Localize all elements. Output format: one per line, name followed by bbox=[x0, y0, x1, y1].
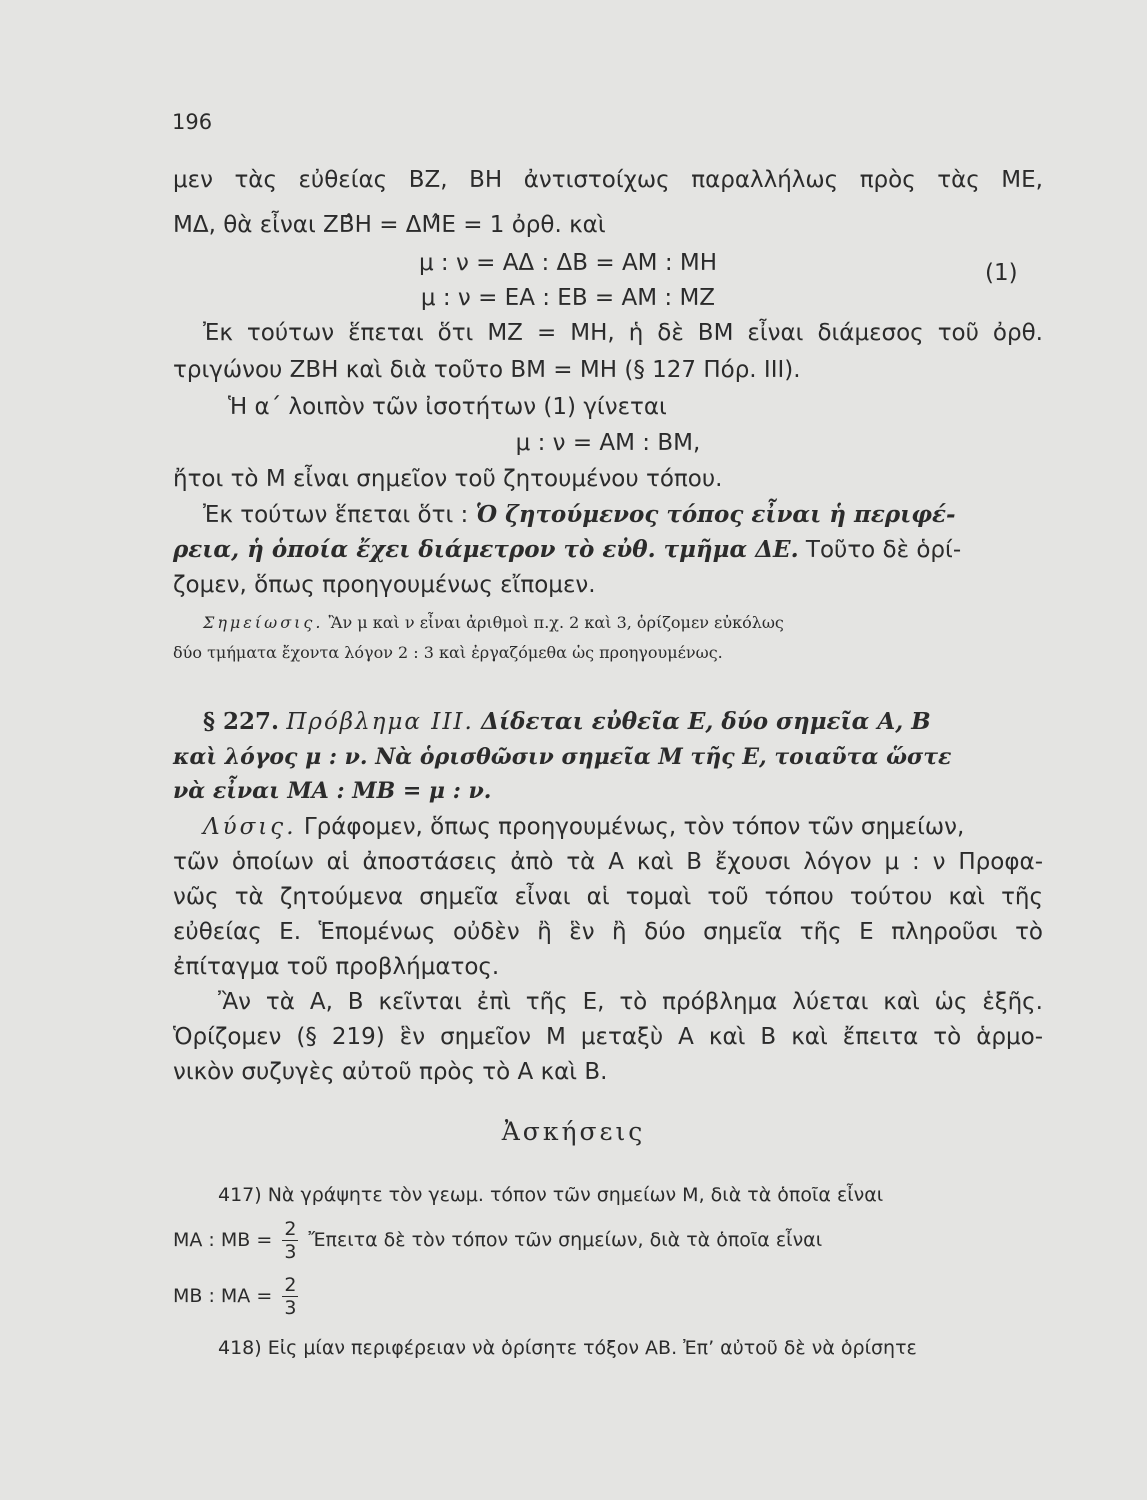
exercise-418-line: 418) Εἰς μίαν περιφέρειαν νὰ ὁρίσητε τόξον ΑΒ. Ἐπ’ αὐτοῦ δὲ νὰ ὁρίσητε bbox=[218, 1337, 917, 1359]
text-line bbox=[203, 500, 1043, 530]
fraction bbox=[282, 1218, 298, 1263]
text-line: ἤτοι τὸ Μ εἶναι σημεῖον τοῦ ζητουμένου τόπου. bbox=[173, 466, 723, 492]
fraction-numerator: 2 bbox=[284, 1274, 297, 1296]
text-line: ΜΔ, θὰ εἶναι ΖΒ̂Η = ΔΜ̂Ε = 1 ὀρθ. καὶ bbox=[173, 212, 606, 238]
ratio-text: ΜΒ : ΜΑ = bbox=[173, 1285, 273, 1307]
text-line: μεν τὰς εὐθείας ΒΖ, ΒΗ ἀντιστοίχως παραλλήλως πρὸς τὰς ΜΕ, bbox=[173, 167, 1043, 193]
note-text: Ἂν μ καὶ ν εἶναι ἀριθμοὶ π.χ. 2 καὶ 3, ὁρίζομεν εὐκόλως bbox=[328, 613, 784, 632]
problem-statement: καὶ λόγος μ : ν. Νὰ ὁρισθῶσιν σημεῖα Μ τῆς Ε, τοιαῦτα ὥστε bbox=[173, 744, 952, 770]
equation-number: (1) bbox=[985, 260, 1018, 286]
exercise-417-line bbox=[173, 1212, 1043, 1268]
text-span: Ἔπειτα δὲ τὸν τόπον τῶν σημείων, διὰ τὰ ὁποῖα εἶναι bbox=[308, 1229, 823, 1251]
text-line bbox=[203, 812, 1043, 842]
note-title: Σημείωσις. bbox=[203, 613, 324, 632]
exercises-heading: Ἀσκήσεις bbox=[501, 1117, 646, 1146]
equation-line: μ : ν = ΑΜ : ΒΜ, bbox=[515, 430, 701, 456]
text-line: τῶν ὁποίων αἱ ἀποστάσεις ἀπὸ τὰ Α καὶ Β ἔχουσι λόγον μ : ν Προφα- bbox=[173, 849, 1043, 875]
equation-line: μ : ν = ΕΑ : ΕΒ = ΑΜ : ΜΖ bbox=[420, 285, 716, 311]
theorem-text: Ὁ ζητούμενος τόπος εἶναι ἡ περιφέ- bbox=[475, 501, 956, 528]
text-line: ζομεν, ὅπως προηγουμένως εἴπομεν. bbox=[173, 572, 596, 598]
problem-header bbox=[203, 707, 1043, 737]
text-line: Ἡ α΄ λοιπὸν τῶν ἰσοτήτων (1) γίνεται bbox=[228, 394, 667, 420]
exercise-417-line bbox=[173, 1268, 1043, 1324]
text-line: εὐθείας Ε. Ἑπομένως οὐδὲν ἢ ἓν ἢ δύο σημεῖα τῆς Ε πληροῦσι τὸ bbox=[173, 919, 1043, 945]
equation-line: μ : ν = ΑΔ : ΔΒ = ΑΜ : ΜΗ bbox=[418, 250, 718, 276]
solution-label: Λύσις. bbox=[203, 814, 297, 840]
fraction-denominator: 3 bbox=[284, 1241, 297, 1263]
text-line: Ἂν τὰ Α, Β κεῖνται ἐπὶ τῆς Ε, τὸ πρόβλημα λύεται καὶ ὡς ἑξῆς. bbox=[218, 989, 1043, 1015]
exercise-417-line: 417) Νὰ γράψητε τὸν γεωμ. τόπον τῶν σημείων Μ, διὰ τὰ ὁποῖα εἶναι bbox=[218, 1184, 884, 1206]
problem-label: Πρόβλημα ΙΙΙ. bbox=[286, 709, 474, 735]
text-line: Ὁρίζομεν (§ 219) ἓν σημεῖον Μ μεταξὺ Α καὶ Β καὶ ἔπειτα τὸ ἁρμο- bbox=[173, 1024, 1043, 1050]
page-number: 196 bbox=[172, 110, 213, 134]
text-span: Τοῦτο δὲ ὁρί- bbox=[805, 537, 962, 563]
problem-statement: Δίδεται εὐθεῖα Ε, δύο σημεῖα Α, Β bbox=[481, 708, 931, 735]
note-line bbox=[203, 608, 1043, 638]
text-span: Γράφομεν, ὅπως προηγουμένως, τὸν τόπον τῶν σημείων, bbox=[303, 814, 965, 840]
text-line: τριγώνου ΖΒΗ καὶ διὰ τοῦτο ΒΜ = ΜΗ (§ 127 Πόρ. ΙΙΙ). bbox=[173, 357, 801, 383]
problem-statement: νὰ εἶναι ΜΑ : ΜΒ = μ : ν. bbox=[173, 778, 492, 804]
note-line: δύο τμήματα ἔχοντα λόγον 2 : 3 καὶ ἐργαζόμεθα ὡς προηγουμένως. bbox=[173, 643, 723, 662]
text-line: ἐπίταγμα τοῦ προβλήματος. bbox=[173, 954, 500, 980]
section-number: § 227. bbox=[203, 708, 280, 735]
text-span: Ἐκ τούτων ἕπεται ὅτι : bbox=[203, 502, 469, 528]
text-line: νικὸν συζυγὲς αὐτοῦ πρὸς τὸ Α καὶ Β. bbox=[173, 1059, 608, 1085]
fraction bbox=[282, 1274, 298, 1319]
text-line: νῶς τὰ ζητούμενα σημεῖα εἶναι αἱ τομαὶ τοῦ τόπου τούτου καὶ τῆς bbox=[173, 884, 1043, 910]
text-line: Ἐκ τούτων ἕπεται ὅτι ΜΖ = ΜΗ, ἡ δὲ ΒΜ εἶναι διάμεσος τοῦ ὀρθ. bbox=[203, 320, 1043, 346]
text-line bbox=[173, 535, 1043, 565]
fraction-denominator: 3 bbox=[284, 1297, 297, 1319]
ratio-text: ΜΑ : ΜΒ = bbox=[173, 1229, 273, 1251]
theorem-text: ρεια, ἡ ὁποία ἔχει διάμετρον τὸ εὐθ. τμῆμα ΔΕ. bbox=[173, 536, 799, 563]
fraction-numerator: 2 bbox=[284, 1218, 297, 1240]
